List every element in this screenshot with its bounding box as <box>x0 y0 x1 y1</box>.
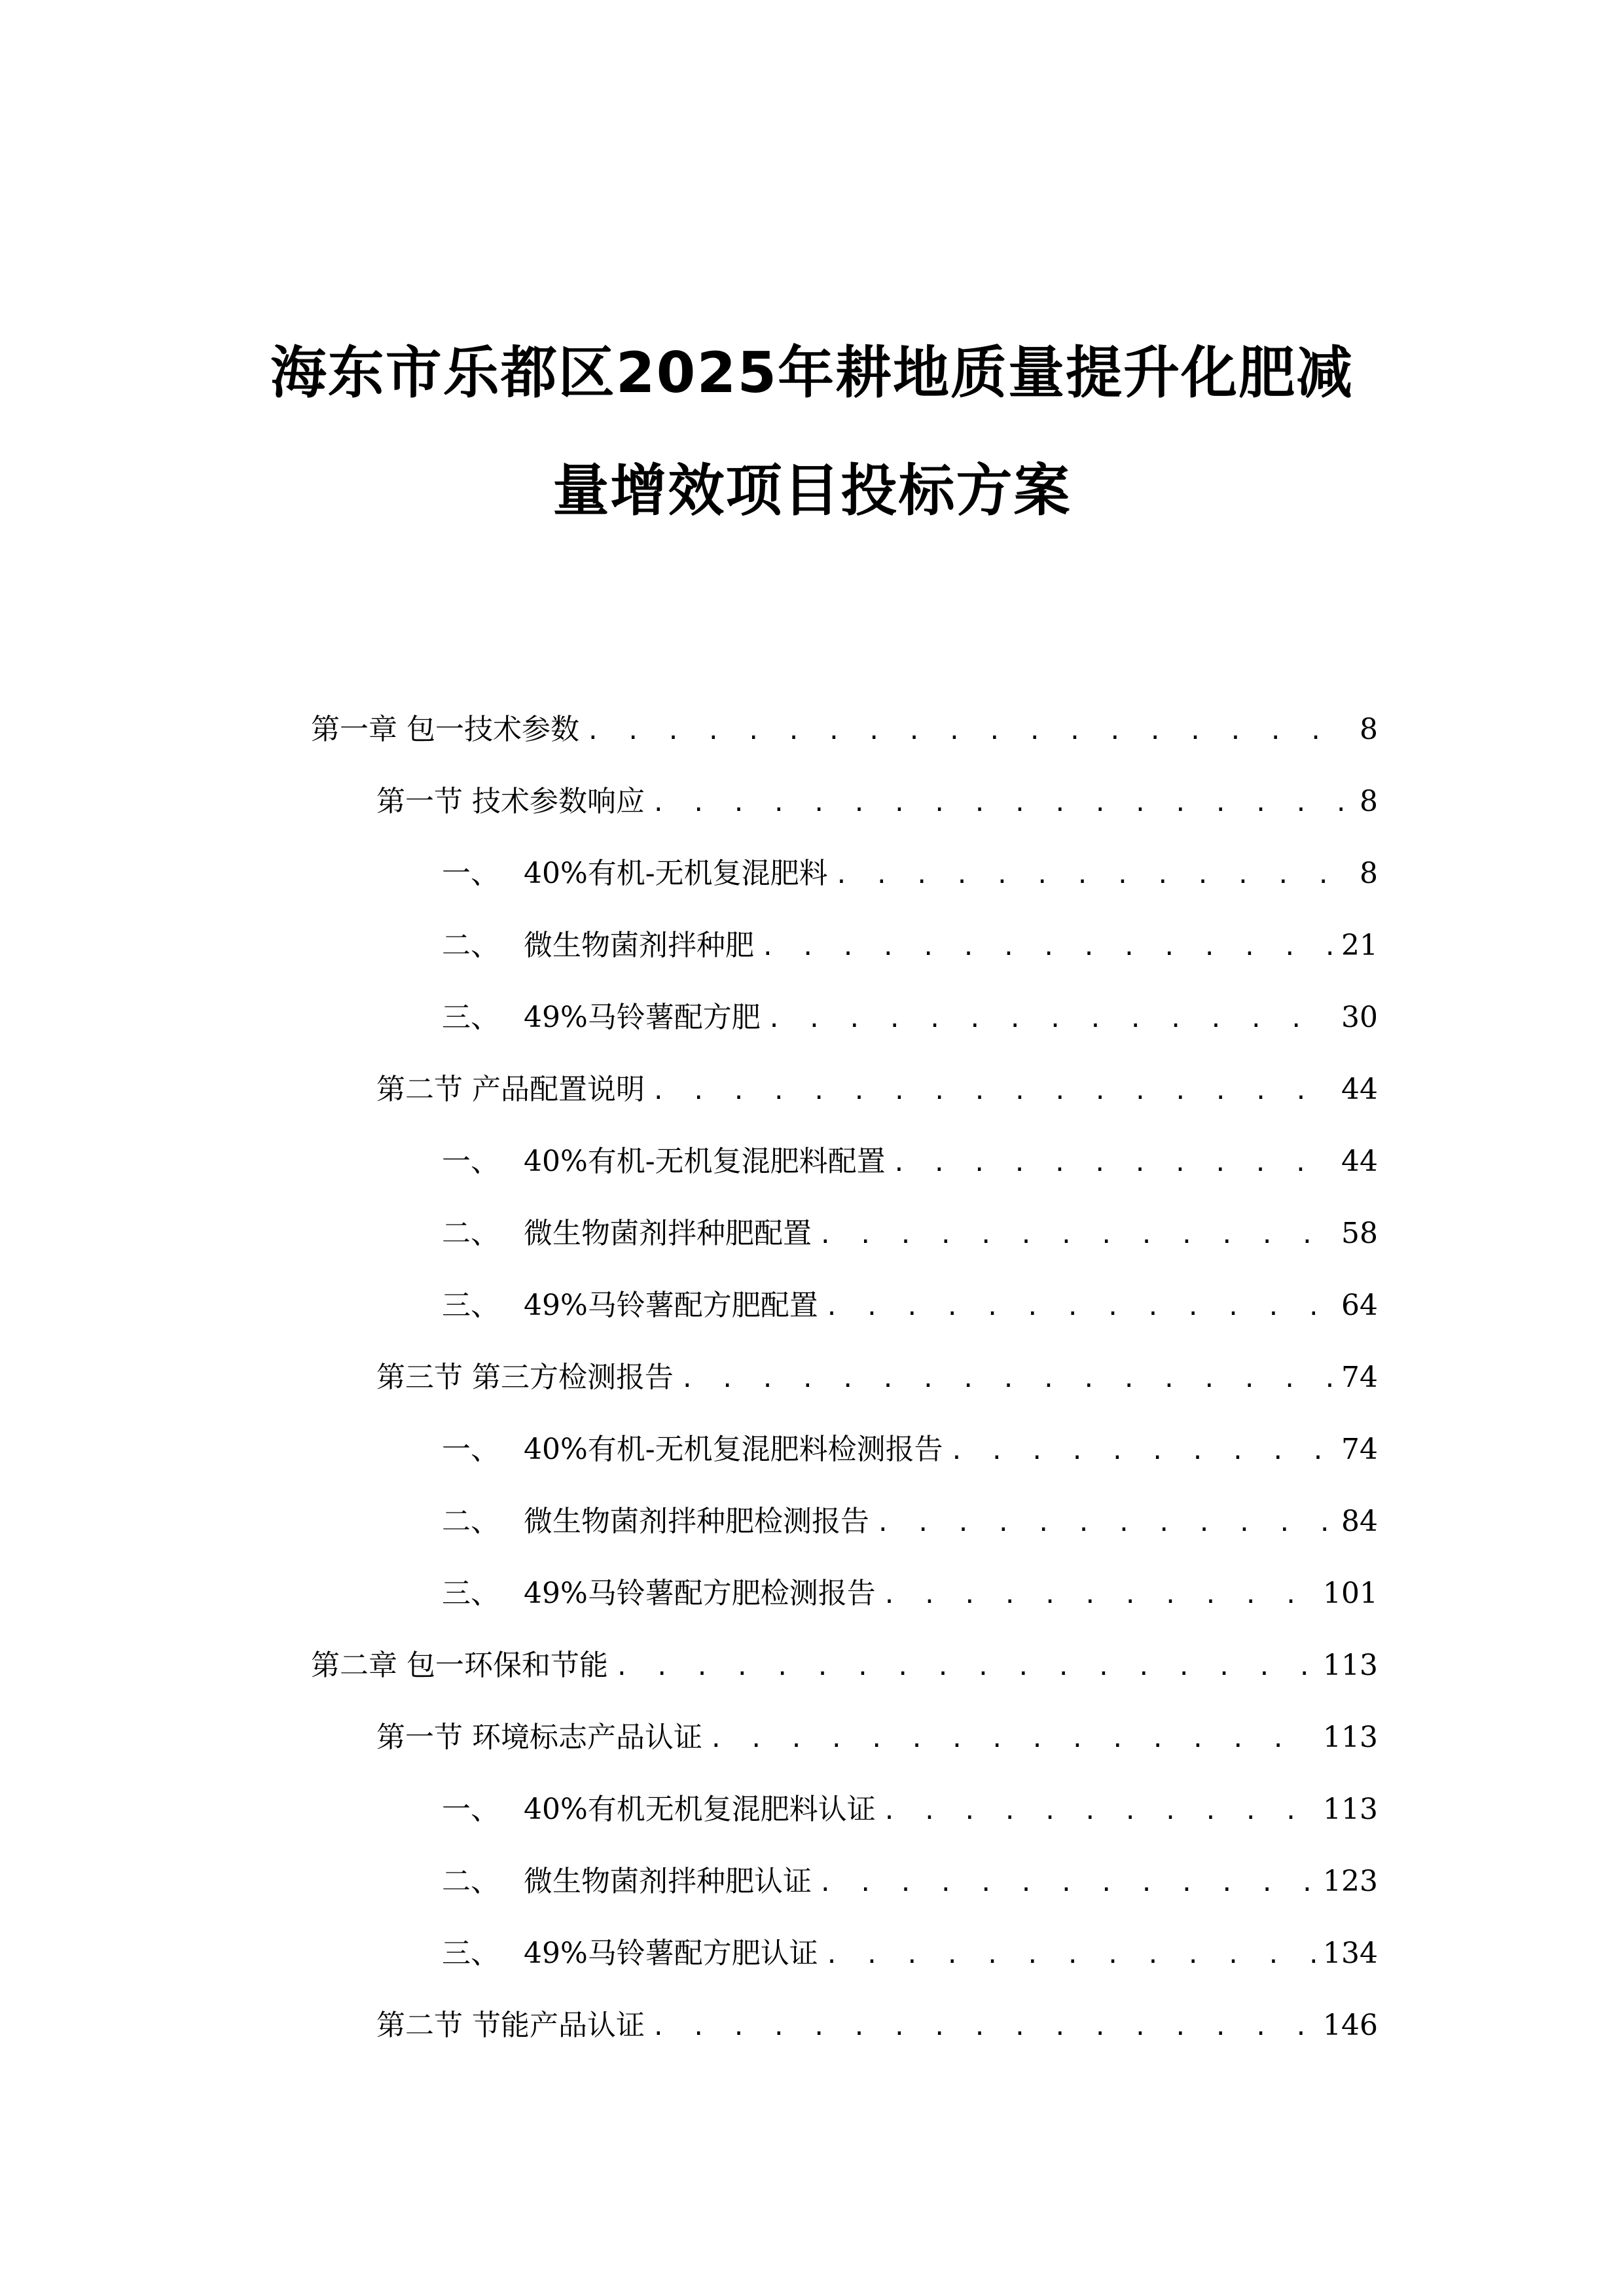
toc-entry-page: 8 <box>1360 713 1378 746</box>
toc-entry-page: 134 <box>1323 1937 1378 1970</box>
dot-leader <box>825 1938 1316 1973</box>
dot-leader <box>586 714 1352 749</box>
toc-entry-item[interactable] <box>442 1280 1378 1325</box>
toc-entry-number: 一、 <box>442 1433 499 1466</box>
dot-leader <box>825 1290 1335 1325</box>
toc-entry-page: 64 <box>1341 1289 1378 1322</box>
toc-entry-page: 123 <box>1323 1865 1378 1898</box>
toc-entry-number: 一、 <box>442 857 499 890</box>
toc-entry-number: 一、 <box>442 1145 499 1178</box>
toc-entry-label: 第一节 技术参数响应 <box>376 785 645 818</box>
toc-entry-section[interactable] <box>376 776 1378 821</box>
toc-entry-item[interactable] <box>442 992 1378 1037</box>
toc-entry-item[interactable] <box>442 1568 1378 1613</box>
toc-entry-page: 74 <box>1341 1433 1378 1466</box>
dot-leader <box>651 1074 1335 1109</box>
toc-entry-number: 二、 <box>442 1865 499 1898</box>
toc-entry-label: 49%马铃薯配方肥检测报告 <box>524 1577 876 1610</box>
toc-entry-label: 微生物菌剂拌种肥 <box>524 929 754 962</box>
toc-entry-item[interactable] <box>442 1856 1378 1901</box>
toc-entry-page: 44 <box>1341 1145 1378 1178</box>
toc-entry-number: 三、 <box>442 1577 499 1610</box>
dot-leader <box>651 786 1352 821</box>
toc-entry-item[interactable] <box>442 1136 1378 1181</box>
toc-entry-section[interactable] <box>376 2000 1378 2045</box>
toc-entry-item[interactable] <box>442 1928 1378 1973</box>
toc-entry-label: 第一节 环境标志产品认证 <box>376 1721 702 1754</box>
toc-entry-label: 49%马铃薯配方肥配置 <box>524 1289 818 1322</box>
dot-leader <box>835 858 1352 893</box>
toc-entry-page: 8 <box>1360 857 1378 890</box>
toc-entry-page: 21 <box>1341 929 1378 962</box>
toc-entry-page: 113 <box>1323 1649 1378 1682</box>
toc-entry-page: 113 <box>1323 1793 1378 1826</box>
toc-entry-number: 三、 <box>442 1289 499 1322</box>
toc-entry-number: 二、 <box>442 1505 499 1538</box>
toc-entry-label: 微生物菌剂拌种肥认证 <box>524 1865 812 1898</box>
toc-entry-item[interactable] <box>442 848 1378 893</box>
toc-entry-page: 113 <box>1323 1721 1378 1754</box>
dot-leader <box>892 1146 1335 1181</box>
toc-entry-label: 微生物菌剂拌种肥检测报告 <box>524 1505 869 1538</box>
toc-entry-label: 40%有机-无机复混肥料 <box>524 857 828 890</box>
toc-entry-item[interactable] <box>442 920 1378 965</box>
dot-leader <box>882 1578 1316 1613</box>
dot-leader <box>882 1794 1316 1829</box>
toc-entry-label: 40%有机-无机复混肥料检测报告 <box>524 1433 943 1466</box>
toc-entry-label: 40%有机-无机复混肥料配置 <box>524 1145 886 1178</box>
toc-entry-page: 74 <box>1341 1361 1378 1394</box>
dot-leader <box>876 1506 1335 1541</box>
toc-entry-item[interactable] <box>442 1496 1378 1541</box>
toc-entry-label: 49%马铃薯配方肥认证 <box>524 1937 818 1970</box>
toc-entry-page: 84 <box>1341 1505 1378 1538</box>
toc-entry-number: 二、 <box>442 929 499 962</box>
toc-entry-page: 58 <box>1341 1217 1378 1250</box>
toc-entry-label: 49%马铃薯配方肥 <box>524 1001 761 1034</box>
document-title-line-1: 海东市乐都区2025年耕地质量提升化肥减 <box>270 340 1354 406</box>
dot-leader <box>680 1362 1335 1397</box>
dot-leader <box>818 1866 1316 1901</box>
toc-entry-page: 101 <box>1323 1577 1378 1610</box>
toc-entry-label: 第三节 第三方检测报告 <box>376 1361 674 1394</box>
document-title-line-2: 量增效项目投标方案 <box>552 458 1072 524</box>
toc-entry-section[interactable] <box>376 1064 1378 1109</box>
toc-entry-section[interactable] <box>376 1352 1378 1397</box>
toc-entry-number: 三、 <box>442 1001 499 1034</box>
toc-entry-section[interactable] <box>376 1712 1378 1757</box>
dot-leader <box>651 2010 1316 2045</box>
toc-entry-page: 8 <box>1360 785 1378 818</box>
dot-leader <box>761 930 1335 965</box>
toc-entry-label: 第二节 产品配置说明 <box>376 1073 645 1106</box>
dot-leader <box>709 1722 1316 1757</box>
toc-entry-page: 44 <box>1341 1073 1378 1106</box>
toc-entry-label: 微生物菌剂拌种肥配置 <box>524 1217 812 1250</box>
toc-entry-label: 第一章 包一技术参数 <box>311 713 579 746</box>
toc-entry-chapter[interactable] <box>311 1640 1378 1685</box>
dot-leader <box>950 1434 1335 1469</box>
toc-entry-number: 一、 <box>442 1793 499 1826</box>
dot-leader <box>615 1650 1316 1685</box>
toc-entry-item[interactable] <box>442 1424 1378 1469</box>
toc-entry-number: 二、 <box>442 1217 499 1250</box>
toc-entry-number: 三、 <box>442 1937 499 1970</box>
toc-entry-label: 40%有机无机复混肥料认证 <box>524 1793 876 1826</box>
toc-entry-chapter[interactable] <box>311 704 1378 749</box>
dot-leader <box>767 1002 1335 1037</box>
toc-entry-item[interactable] <box>442 1784 1378 1829</box>
toc-entry-item[interactable] <box>442 1208 1378 1253</box>
dot-leader <box>818 1218 1335 1253</box>
toc-entry-page: 146 <box>1323 2009 1378 2042</box>
toc-entry-label: 第二章 包一环保和节能 <box>311 1649 608 1682</box>
toc-entry-label: 第二节 节能产品认证 <box>376 2009 645 2042</box>
toc-entry-page: 30 <box>1341 1001 1378 1034</box>
